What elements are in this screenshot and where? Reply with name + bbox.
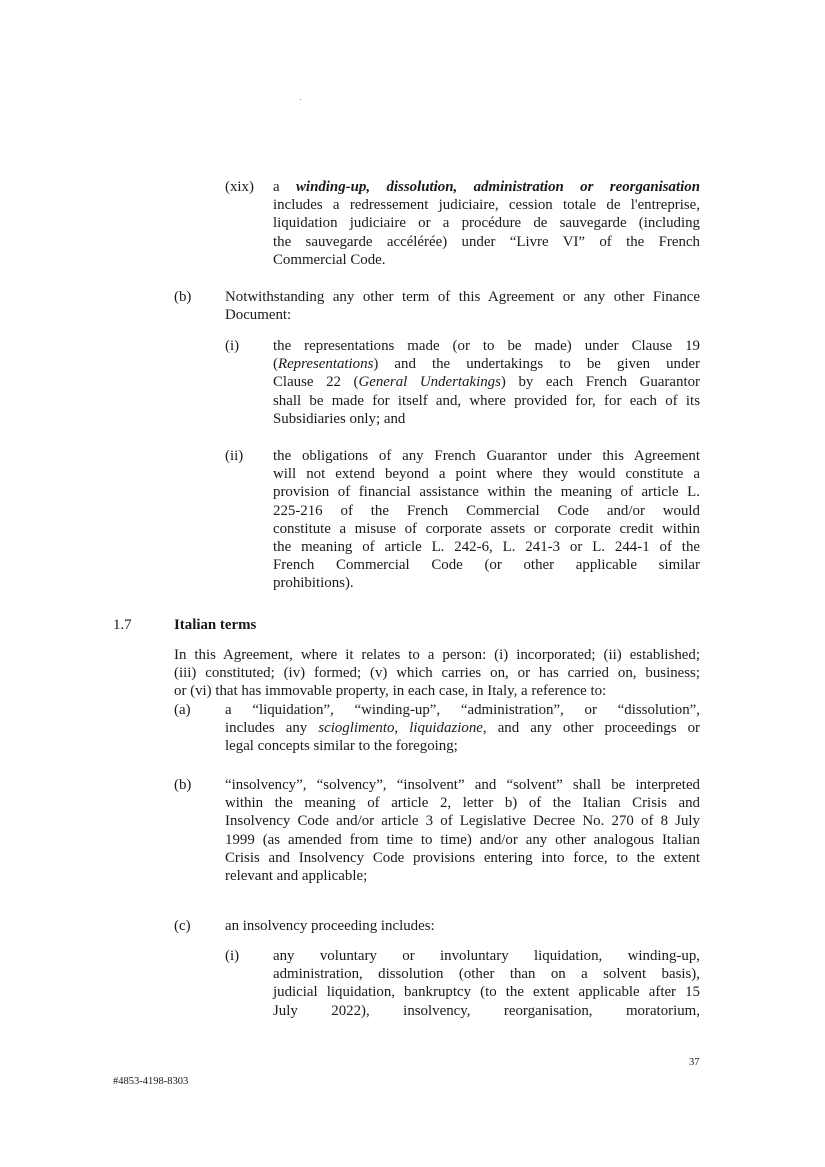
- subparagraph-b-i-line-1: the representations made (or to be made) under Clause 19: [273, 338, 700, 354]
- italian-c-i-text: [273, 947, 700, 1020]
- page-number: 37: [689, 1057, 700, 1068]
- line-3-prefix: Clause 22 (: [273, 374, 359, 391]
- subparagraph-b-ii-line-8: prohibitions).: [273, 575, 354, 592]
- subparagraph-b-i-line-2: [273, 355, 700, 373]
- italian-c-i-line-4: July 2022), insolvency, reorganisation, moratorium,: [273, 1002, 700, 1019]
- line-2-rest: , and any other proceedings or: [482, 720, 701, 737]
- clause-xix-line-2: includes a redressement judiciaire, cession totale de l'entreprise,: [273, 197, 700, 214]
- italian-b-line-6: relevant and applicable;: [225, 868, 368, 885]
- section-intro-line-3: or (vi) that has immovable property, in each case, in Italy, a reference to:: [174, 683, 607, 700]
- clause-reference-representations: Representations: [277, 356, 374, 373]
- stray-dot-mark: [300, 99, 301, 100]
- subparagraph-b-ii-text: [273, 447, 700, 593]
- italian-b-line-3: Insolvency Code and/or article 3 of Legislative Decree No. 270 of 8 July: [225, 813, 700, 830]
- subparagraph-b-ii-line-7: French Commercial Code (or other applicable similar: [273, 557, 700, 574]
- italian-b-text: [225, 776, 700, 885]
- italian-b-number: (b): [174, 777, 192, 793]
- clause-xix-line-5: Commercial Code.: [273, 251, 386, 268]
- line-2-prefix: includes any: [225, 720, 319, 737]
- italian-b-line-4: 1999 (as amended from time to time) and/or any other analogous Italian: [225, 831, 700, 848]
- subparagraph-b-i-line-4: shall be made for itself and, where provided for, for each of its: [273, 392, 700, 409]
- clause-xix-defined-term: winding-up, dissolution, administration or reorganisation: [296, 179, 700, 195]
- paragraph-b-line-2: Document:: [225, 307, 292, 324]
- section-title: Italian terms: [174, 617, 257, 633]
- italian-a-line-2: [225, 719, 700, 737]
- italian-c-i-line-2: administration, dissolution (other than on a solvent basis),: [273, 966, 700, 983]
- section-intro-line-1: In this Agreement, where it relates to a person: (i) incorporated; (ii) established;: [174, 647, 700, 663]
- subparagraph-b-ii-line-6: the meaning of article L. 242-6, L. 241-3 or L. 244-1 of the: [273, 539, 700, 556]
- italian-a-line-1: a “liquidation”, “winding-up”, “administration”, or “dissolution”,: [225, 702, 700, 718]
- term-liquidazione: liquidazione: [409, 720, 483, 737]
- subparagraph-b-i-number: (i): [225, 338, 240, 354]
- subparagraph-b-ii-line-4: 225-216 of the French Commercial Code and/or would: [273, 502, 700, 519]
- italian-a-text: [225, 701, 700, 756]
- clause-xix-article: a: [273, 179, 296, 195]
- clause-xix-line-1: [273, 178, 700, 196]
- subparagraph-b-i-text: [273, 337, 700, 428]
- section-number: 1.7: [113, 617, 132, 633]
- italian-a-line-3: legal concepts similar to the foregoing;: [225, 738, 458, 755]
- italian-b-line-5: Crisis and Insolvency Code provisions entering into force, to the extent: [225, 849, 700, 866]
- italian-c-text: an insolvency proceeding includes:: [225, 918, 435, 934]
- italian-c-i-number: (i): [225, 948, 240, 964]
- subparagraph-b-ii-number: (ii): [225, 448, 244, 464]
- italian-c-i-line-3: judicial liquidation, bankruptcy (to the extent applicable after 15: [273, 984, 700, 1001]
- line-2-rest: ) and the undertakings to be given under: [373, 356, 700, 373]
- italian-c-number: (c): [174, 918, 191, 934]
- document-reference: #4853-4198-8303: [113, 1076, 189, 1087]
- term-scioglimento: scioglimento: [318, 720, 395, 737]
- clause-xix-line-4: the sauvegarde accélérée) under “Livre VI” of the French: [273, 233, 700, 250]
- italian-b-line-1: “insolvency”, “solvency”, “insolvent” and “solvent” shall be interpreted: [225, 777, 700, 793]
- italian-c-i-line-1: any voluntary or involuntary liquidation, winding-up,: [273, 948, 700, 964]
- subparagraph-b-ii-line-5: constitute a misuse of corporate assets or corporate credit within: [273, 520, 700, 537]
- subparagraph-b-ii-line-1: the obligations of any French Guarantor under this Agreement: [273, 448, 700, 464]
- comma-separator: ,: [394, 720, 410, 737]
- paragraph-b-text: [225, 288, 700, 324]
- subparagraph-b-ii-line-3: provision of financial assistance within the meaning of article L.: [273, 484, 700, 501]
- clause-xix-text: [273, 178, 700, 269]
- section-intro-line-2: (iii) constituted; (iv) formed; (v) which carries on, or has carried on, business;: [174, 665, 700, 682]
- line-3-rest: ) by each French Guarantor: [500, 374, 700, 391]
- subparagraph-b-i-line-5: Subsidiaries only; and: [273, 410, 406, 427]
- clause-xix-line-3: liquidation judiciaire or a procédure de sauvegarde (including: [273, 215, 700, 232]
- section-intro-text: [174, 646, 700, 701]
- subparagraph-b-i-line-3: [273, 373, 700, 391]
- paragraph-b-number: (b): [174, 289, 192, 305]
- clause-number-xix: (xix): [225, 179, 254, 195]
- open-paren: (: [273, 356, 278, 373]
- italian-a-number: (a): [174, 702, 191, 718]
- clause-reference-general-undertakings: General Undertakings: [358, 374, 501, 391]
- paragraph-b-line-1: Notwithstanding any other term of this Agreement or any other Finance: [225, 289, 700, 305]
- italian-b-line-2: within the meaning of article 2, letter b) of the Italian Crisis and: [225, 795, 700, 812]
- subparagraph-b-ii-line-2: will not extend beyond a point where they would constitute a: [273, 466, 700, 483]
